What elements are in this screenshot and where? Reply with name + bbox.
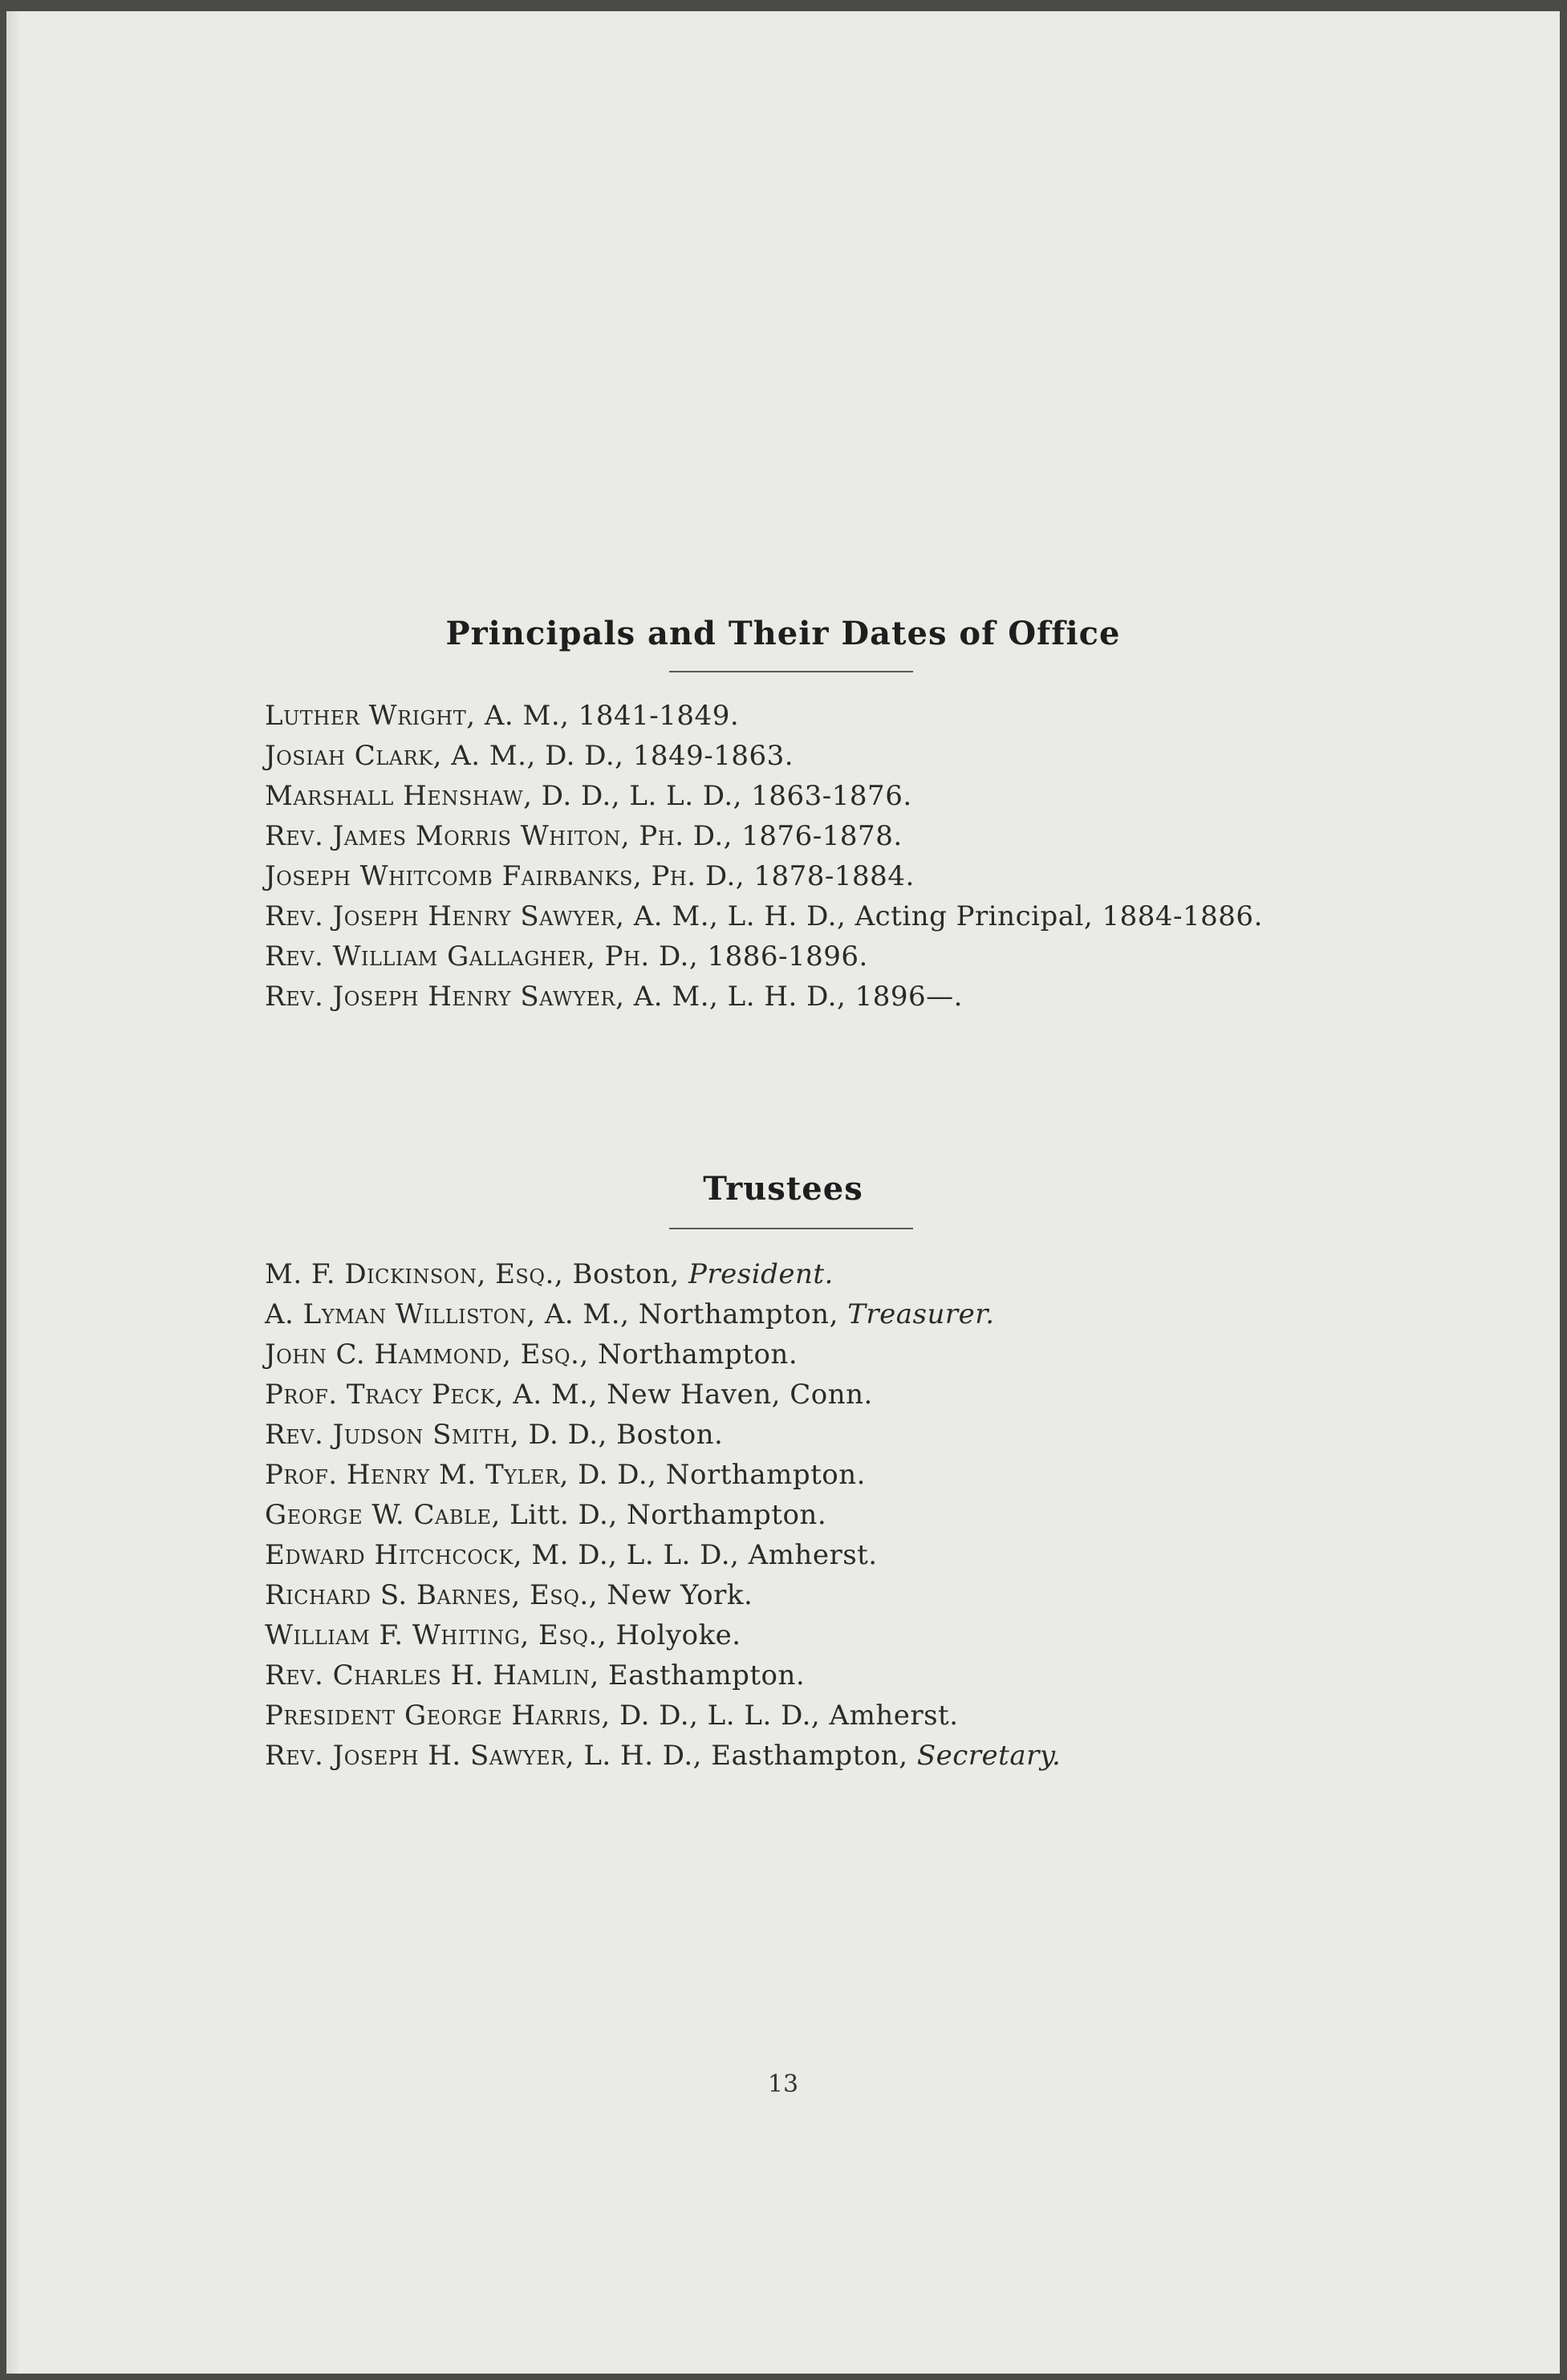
principals-title: Principals and Their Dates of Office (445, 615, 1121, 652)
trustee-entry: William F. Whiting, Esq., Holyoke. (265, 1619, 741, 1651)
trustees-title: Trustees (703, 1170, 863, 1208)
trustee-entry: Richard S. Barnes, Esq., New York. (265, 1579, 753, 1611)
trustee-entry: M. F. Dickinson, Esq., Boston, President. (265, 1258, 834, 1290)
principal-entry: Marshall Henshaw, D. D., L. L. D., 1863-1876. (265, 780, 912, 812)
trustee-entry: Rev. Charles H. Hamlin, Easthampton. (265, 1659, 806, 1692)
trustees-list (265, 1258, 1340, 1780)
principal-entry: Joseph Whitcomb Fairbanks, Ph. D., 1878-1884. (265, 860, 915, 892)
principals-list (265, 700, 1340, 1021)
trustee-entry: Edward Hitchcock, M. D., L. L. D., Amherst. (265, 1539, 878, 1571)
principal-entry: Luther Wright, A. M., 1841-1849. (265, 700, 740, 732)
trustee-entry: Rev. Joseph H. Sawyer, L. H. D., Easthampton, Secretary. (265, 1740, 1062, 1772)
principal-entry: Rev. Joseph Henry Sawyer, A. M., L. H. D., 1896—. (265, 981, 963, 1013)
trustee-entry: John C. Hammond, Esq., Northampton. (265, 1338, 798, 1371)
principal-entry: Rev. Joseph Henry Sawyer, A. M., L. H. D., Acting Principal, 1884-1886. (265, 900, 1263, 932)
principal-entry: Rev. James Morris Whiton, Ph. D., 1876-1878. (265, 820, 903, 852)
trustee-entry: Prof. Henry M. Tyler, D. D., Northampton. (265, 1459, 866, 1491)
principal-entry: Josiah Clark, A. M., D. D., 1849-1863. (265, 740, 794, 772)
page-number: 13 (767, 2070, 799, 2098)
trustees-title-rule (669, 1228, 913, 1229)
trustee-entry: Prof. Tracy Peck, A. M., New Haven, Conn. (265, 1379, 873, 1411)
trustee-entry: A. Lyman Williston, A. M., Northampton, Treasurer. (265, 1298, 995, 1330)
trustee-entry: Rev. Judson Smith, D. D., Boston. (265, 1419, 724, 1451)
trustee-entry: President George Harris, D. D., L. L. D., Amherst. (265, 1700, 959, 1732)
document-page (6, 11, 1560, 2374)
trustee-entry: George W. Cable, Litt. D., Northampton. (265, 1499, 827, 1531)
principals-title-rule (669, 671, 913, 672)
principal-entry: Rev. William Gallagher, Ph. D., 1886-1896. (265, 940, 868, 973)
